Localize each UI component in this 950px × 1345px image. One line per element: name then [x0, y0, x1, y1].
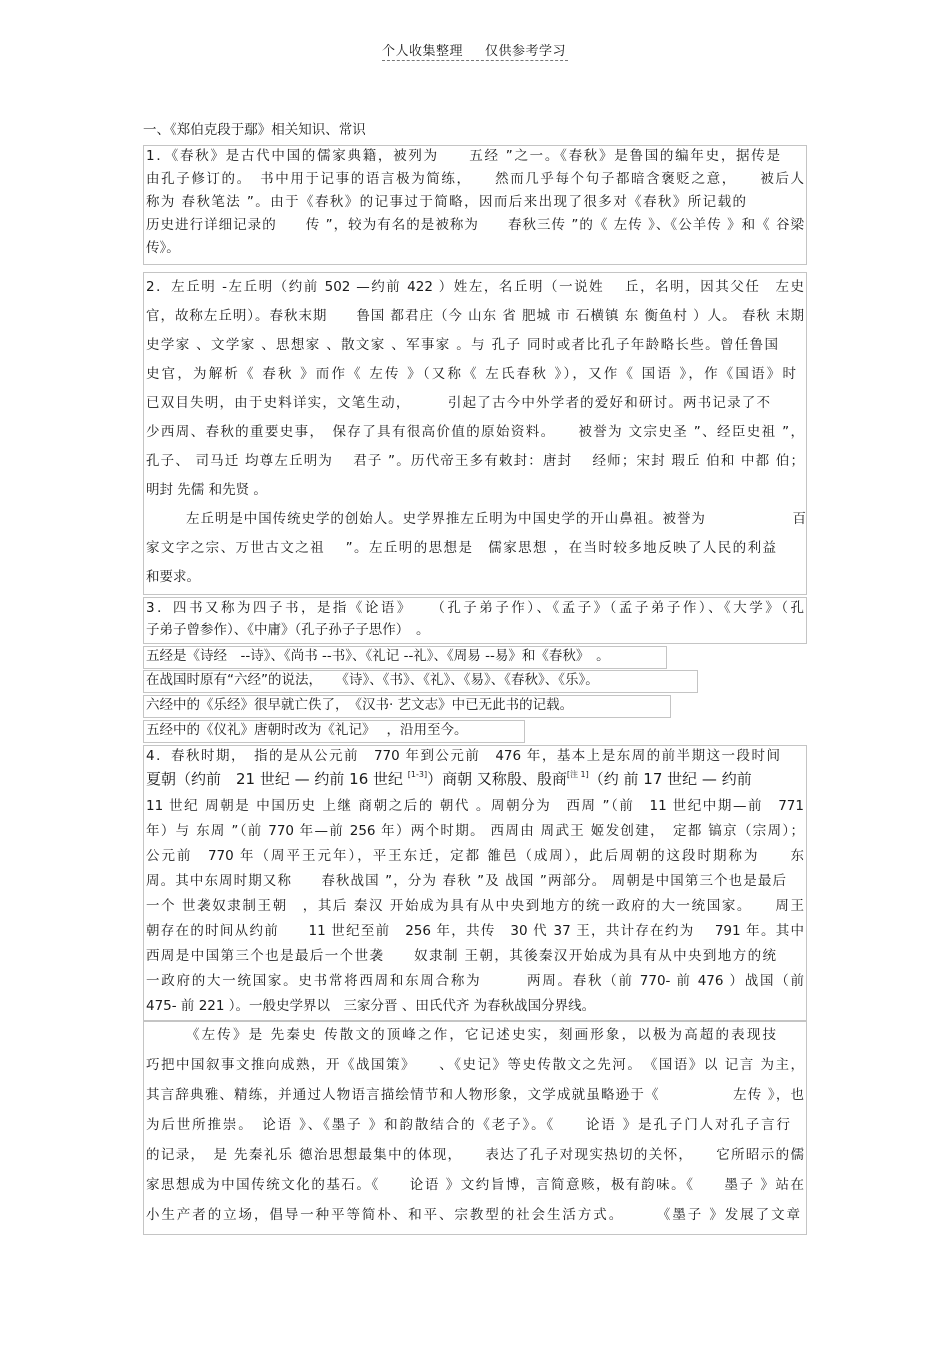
text-line: 在战国时原有“六经”的说法， 《诗》、《书》、《礼》、《易》、《春秋》、《乐》。 [146, 672, 599, 688]
header-text-1: 个人收集整理 [382, 44, 464, 59]
text-line: 475- 前 221 ）。一般史学界以 三家分晋 、田氏代齐 为春秋战国分界线。 [146, 998, 596, 1014]
dynasty-text: 夏朝（约前 21 世纪 — 约前 16 世纪 [146, 770, 408, 788]
citation-ref: [注 1] [566, 770, 589, 779]
citation-ref: [1-3] [407, 770, 428, 779]
section-3-block-2 [143, 646, 667, 669]
section-1-block [143, 145, 807, 265]
text-line: 其言辞典雅、精练，并通过人物语言描绘情节和人物形象，文学成就虽略逊于《 左传 》，也 [146, 1087, 804, 1103]
text-line: 一个 世袭奴隶制王朝 ，其后 秦汉 开始成为具有从中央到地方的统一政府的大一统国家。 周王 [146, 898, 804, 914]
text-line: 公元前 770 年（周平王元年），平王东迁，定都 雒邑（成周），此后周朝的这段时期称为 东 [146, 848, 804, 864]
section-4-block [143, 745, 807, 1021]
text-line: 孔子、 司马迁 均尊左丘明为 君子 ”。历代帝王多有敕封：唐封 经师；宋封 瑕丘 伯和 中都 伯； [146, 453, 804, 469]
text-line: 的记录， 是 先秦礼乐 德治思想最集中的体现， 表达了孔子对现实热切的关怀， 它所昭示的儒 [146, 1147, 804, 1163]
text-line: 3．四书又称为四子书，是指《论语》 （孔子弟子作）、《孟子》（孟子弟子作）、《大学》（孔 [146, 600, 804, 616]
section-5-block [143, 1021, 807, 1235]
text-line: 小生产者的立场，倡导一种平等简朴、和平、宗教型的社会生活方式。 《墨子 》发展了文章 [146, 1207, 800, 1223]
text-line: 为后世所推崇。 论语 》、《墨子 》和韵散结合的《老子》。《 论语 》是孔子门人对孔子言行 [146, 1117, 790, 1133]
text-line: 明封 先儒 和先贤 。 [146, 482, 267, 498]
section-2-block [143, 272, 807, 595]
text-line: 1．《春秋》是古代中国的儒家典籍，被列为 五经 ”之一。《春秋》是鲁国的编年史，据传是 [146, 148, 780, 164]
text-line: 已双目失明，由于史料详实，文笔生动， 引起了古今中外学者的爱好和研讨。两书记录了不 [146, 395, 770, 411]
text-line: 少西周、春秋的重要史事， 保存了具有很高价值的原始资料。 被誉为 文宗史圣 ”、经臣史祖 ”， [146, 424, 804, 440]
text-line: 五经中的《仪礼》唐朝时改为《礼记》 ，沿用至今。 [146, 722, 468, 738]
text-line: 《左传》是 先秦史 传散文的顶峰之作，它记述史实，刻画形象，以极为高超的表现技 [186, 1027, 776, 1043]
text-line: 2．左丘明 -左丘明（约前 502 —约前 422 ）姓左，名丘明（一说姓 丘，名明，因其父任 左史 [146, 279, 804, 295]
text-line: 一政府的大一统国家。史书常将西周和东周合称为 两周。春秋（前 770- 前 476 ）战国（前 [146, 973, 804, 989]
section-3-block-4 [143, 695, 671, 718]
text-line: 史学家 、文学家 、思想家 、散文家 、军事家 。与 孔子 同时或者比孔子年龄略长些。曾任鲁国 [146, 337, 778, 353]
text-line: 11 世纪 周朝是 中国历史 上继 商朝之后的 朝代 。周朝分为 西周 ”（前 11 世纪中期—前 771 [146, 798, 804, 814]
text-line: 左丘明是中国传统史学的创始人。史学界推左丘明为中国史学的开山鼻祖。被誉为 百 [186, 511, 806, 527]
section-3-block-3 [143, 670, 698, 693]
text-line: 家文字之宗、万世古文之祖 ”。左丘明的思想是 儒家思想 ，在当时较多地反映了人民的利益 [146, 540, 776, 556]
dynasty-text: ）商朝 又称殷、殷商 [427, 770, 567, 788]
text-line: 称为 春秋笔法 ”。由于《春秋》的记事过于简略，因而后来出现了很多对《春秋》所记载的 [146, 194, 746, 210]
section-3-block-1 [143, 597, 807, 644]
text-line: 家思想成为中国传统文化的基石。《 论语 》文约旨博，言简意赅，极有韵味。《 墨子 》站在 [146, 1177, 804, 1193]
text-line: 巧把中国叙事文推向成熟，开《战国策》 、《史记》等史传散文之先河。 《国语》以 记言 为主， [146, 1057, 804, 1073]
text-line: 五经是《诗经 --诗》、《尚书 --书》、《礼记 --礼》、《周易 --易》和《春秋》 。 [146, 648, 610, 664]
text-line: 由孔子修订的。 书中用于记事的语言极为简练， 然而几乎每个句子都暗含褒贬之意， 被后人 [146, 171, 804, 187]
text-line: 传》。 [146, 240, 180, 256]
text-line: 官，故称左丘明）。春秋末期 鲁国 都君庄（今 山东 省 肥城 市 石横镇 东 衡鱼村 ）人。 春秋 末期 [146, 308, 804, 324]
text-line: 六经中的《乐经》很早就亡佚了， 《汉书· 艺文志》中已无此书的记载。 [146, 697, 574, 713]
page-header [382, 40, 568, 61]
header-text-2: 仅供参考学习 [485, 44, 567, 59]
text-line: 子弟子曾参作）、《中庸》（孔子孙子子思作） 。 [146, 622, 430, 638]
text-line: 西周是中国第三个也是最后一个世袭 奴隶制 王朝，其後秦汉开始成为具有从中央到地方的统 [146, 948, 776, 964]
text-line [146, 770, 804, 790]
text-line: 4．春秋时期， 指的是从公元前 770 年到公元前 476 年，基本上是东周的前半期这一段时间 [146, 748, 780, 764]
text-line: 年）与 东周 ”（前 770 年—前 256 年）两个时期。 西周由 周武王 姬发创建， 定都 镐京（宗周）； [146, 823, 804, 839]
section-3-block-5 [143, 720, 525, 743]
dynasty-text: （约 前 17 世纪 — 约前 [588, 770, 752, 788]
text-line: 朝存在的时间从约前 11 世纪至前 256 年，共传 30 代 37 王，共计存在约为 791 年。其中 [146, 923, 804, 939]
text-line: 史官，为解析《 春秋 》而作《 左传 》（又称《 左氏春秋 》），又作《 国语 》，作《国语》时 [146, 366, 796, 382]
text-line: 周。其中东周时期又称 春秋战国 ”，分为 春秋 ”及 战国 ”两部分。 周朝是中国第三个也是最后 [146, 873, 786, 889]
section-title: 一、《郑伯克段于鄢》相关知识、常识 [143, 122, 366, 138]
text-line: 历史进行详细记录的 传 ”，较为有名的是被称为 春秋三传 ”的《 左传 》、《公羊传 》和《 谷梁 [146, 217, 804, 233]
text-line: 和要求。 [146, 569, 200, 585]
